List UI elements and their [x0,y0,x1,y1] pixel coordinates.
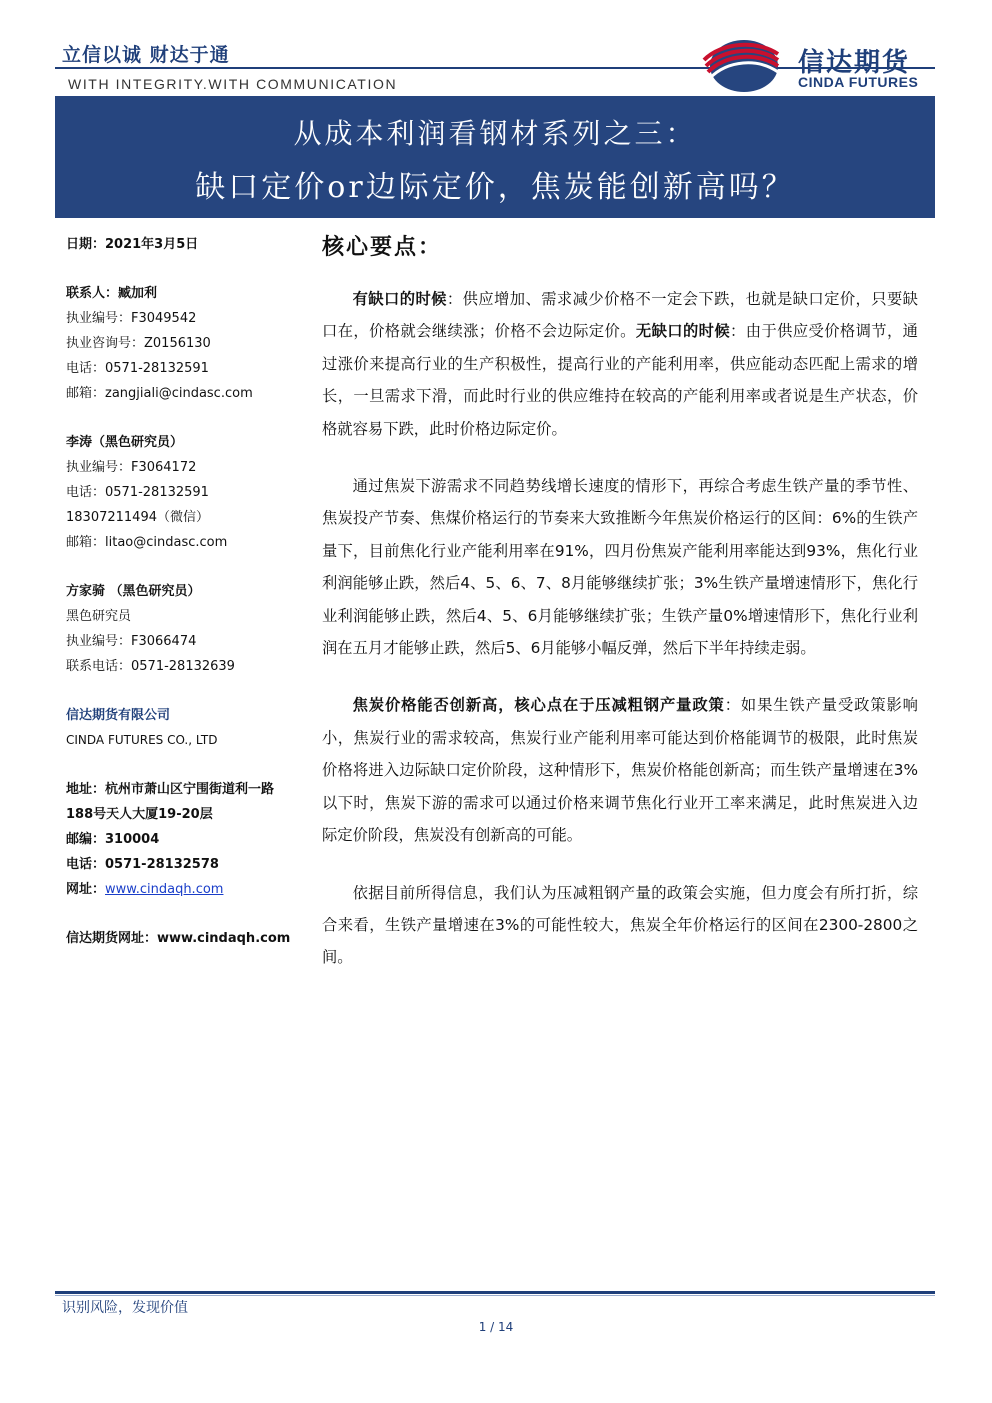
slogan-english: WITH INTEGRITY.WITH COMMUNICATION [68,76,398,92]
p3-text: ：如果生铁产量受政策影响小，焦炭行业的需求较高，焦炭行业产能利用率可能达到价格能调节的极限，此时焦炭价格将进入边际缺口定价阶段，这种情形下，焦炭价格能创新高；而生铁产量增速在3%以下时，焦炭下游的需求可以通过价格来调节焦化行业开工率来满足，此时焦炭进入边际定价阶段，焦炭没有创新高的可能。 [322,696,918,845]
logo-text-cn: 信达期货 [798,48,911,78]
report-title-line1: 从成本利润看钢材系列之三： [293,117,697,150]
paragraph-1 [322,283,918,445]
p1-text-2: ：由于供应受价格调节，通过涨价来提高行业的生产积极性，提高行业的产能利用率，供应能动态匹配上需求的增长，一旦需求下滑，而此时行业的供应维持在较高的产能利用率或者说是生产状态，价格就容易下跌，此时价格边际定价。 [322,322,918,438]
p1-text-1: ：供应增加、需求减少价格不一定会下跌，也就是缺口定价，只要缺口在，价格就会继续涨；价格不会边际定价。 [322,290,918,341]
contact1-name: 联系人：臧加利 [66,286,158,301]
site-url: 信达期货网址：www.cindaqh.com [66,931,291,946]
title-banner [55,96,935,218]
p1-keyword-2: 无缺口的时候 [635,322,731,341]
contact3-role: 黑色研究员 [66,609,132,624]
contact1-email: 邮箱：zangjiali@cindasc.com [66,386,253,401]
contact2-phone: 电话：0571-28132591 [66,485,209,500]
page-number: 1 / 14 [478,1320,514,1334]
web-label: 网址： [66,882,106,897]
contact2-license: 执业编号：F3064172 [66,460,197,475]
main-content [322,283,918,999]
contact1-license: 执业编号：F3049542 [66,311,197,326]
paragraph-4: 依据目前所得信息，我们认为压减粗钢产量的政策会实施，但力度会有所打折，综合来看，生铁产量增速在3%的可能性较大，焦炭全年价格运行的区间在2300-2800之间。 [322,883,918,967]
report-date: 日期：2021年3月5日 [66,237,199,252]
contact2-email: 邮箱：litao@cindasc.com [66,535,228,550]
company-phone: 电话：0571-28132578 [66,857,219,872]
slogan: 立信以诚 财达于通 [62,44,230,66]
contact3-name: 方家骑 （黑色研究员） [66,584,201,599]
footer-divider [55,1291,935,1294]
footer-tagline: 识别风险，发现价值 [62,1300,188,1316]
report-title-line2: 缺口定价or边际定价，焦炭能创新高吗？ [195,170,795,205]
section-title: 核心要点： [322,234,443,260]
sidebar [66,232,296,951]
logo-text-en: CINDA FUTURES [798,74,919,90]
p1-keyword-1: 有缺口的时候 [352,290,447,308]
address: 地址：杭州市萧山区宁围街道利一路188号天人大厦19-20层 [66,782,275,822]
paragraph-3 [322,689,918,851]
website-link[interactable]: www.cindaqh.com [105,882,224,897]
paragraph-2: 通过焦炭下游需求不同趋势线增长速度的情形下，再综合考虑生铁产量的季节性、焦炭投产节奏、焦煤价格运行的节奏来大致推断今年焦炭价格运行的区间：6%的生铁产量下，目前焦化行业产能利用率在91%，四月份焦炭产能利用率能达到93%，焦化行业利润能够止跌，然后4、5、6、7、8月能够继续扩张；3%生铁产量增速情形下，焦化行业利润能够止跌，然后4、5、6月能够继续扩张；生铁产量0%增速情形下，焦化行业利润在五月才能够止跌，然后5、6月能够小幅反弹，然后下半年持续走弱。 [322,477,918,658]
contact1-phone: 电话：0571-28132591 [66,361,209,376]
postcode: 邮编：310004 [66,832,160,847]
contact3-phone: 联系电话：0571-28132639 [66,659,235,674]
footer-divider-thin [55,1295,935,1296]
company-name-en: CINDA FUTURES CO., LTD [66,733,218,747]
contact2-wechat: 18307211494（微信） [66,510,209,525]
cinda-logo-icon [702,32,780,92]
p3-keyword: 焦炭价格能否创新高，核心点在于压减粗钢产量政策 [352,696,725,715]
company-name-cn: 信达期货有限公司 [66,708,171,723]
contact2-name: 李涛（黑色研究员） [66,435,184,450]
contact3-license: 执业编号：F3066474 [66,634,197,649]
contact1-consult: 执业咨询号：Z0156130 [66,336,211,351]
